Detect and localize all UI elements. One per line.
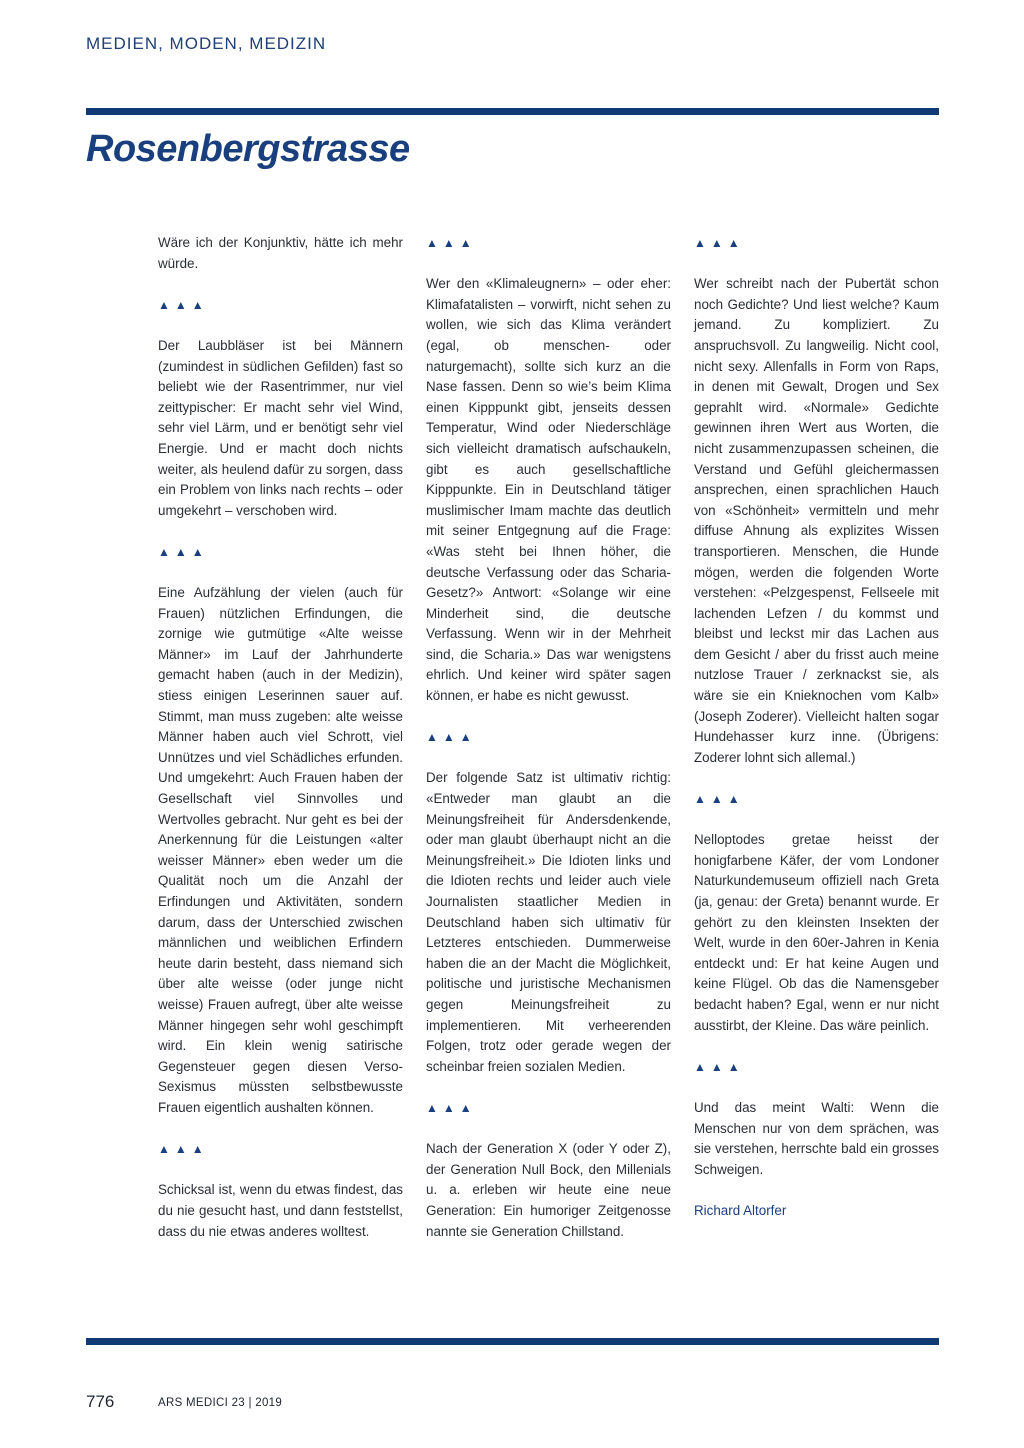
article-title: Rosenbergstrasse [86,128,410,170]
top-rule [86,108,939,115]
paragraph: Wer den «Klimaleugnern» – oder eher: Klimafatalisten – vorwirft, nicht sehen zu wollen, wie sich das Klima verändert (egal, ob menschen- oder naturgemacht), sollte sich kurz an die Nase fassen. Denn so wie’s beim Klima einen Kipppunkt gibt, jenseits dessen Temperatur, Wind oder Niederschläge sich vielleicht dramatisch aufschaukeln, gibt es auch gesellschaftliche Kipppunkte. Ein in Deutschland tätiger muslimischer Imam machte das deutlich mit seiner Entgegnung auf die Frage: «Was steht bei Ihnen höher, die deutsche Verfassung oder das Scharia-Gesetz?» Antwort: «Solange wir eine Minderheit sind, die deutsche Verfassung. Wenn wir in der Mehrheit sind, die Scharia.» Das war wenigstens ehrlich. Und keiner wird später sagen können, er habe es nicht gewusst. [426,276,671,704]
bottom-rule [86,1338,939,1345]
paragraph: Wer schreibt nach der Pubertät schon noch Gedichte? Und liest welche? Kaum jemand. Zu kompliziert. Zu anspruchsvoll. Zu langweilig. Nicht cool, nicht sexy. Allenfalls in Form von Raps, in denen mit Gewalt, Drogen und Sex geprahlt wird. «Normale» Gedichte gewinnen ihren Wert aus Worten, die nicht zusammenzupassen scheinen, die Verstand und Gefühl gleichermassen ansprechen, einen sprachlichen Hauch von «Schönheit» vermitteln und mehr diffuse Ahnung als explizites Wissen transportieren. Menschen, die Hunde mögen, werden die folgenden Worte verstehen: «Pelzgespenst, Fellseele mit lachenden Lefzen / du kommst und bleibst und leckst mir das Lachen aus dem Gesicht / aber du frisst auch meine nutzlose Trauer / zerknackst sie, als wäre sie ein Knieknochen vom Kalb» (Joseph Zoderer). Vielleicht halten sogar Hundehasser kurz inne. (Übrigens: Zoderer lohnt sich allemal.) [694,276,939,765]
section-divider: ▲▲▲ [158,544,209,559]
column-1 [158,233,403,1242]
paragraph: Wäre ich der Konjunktiv, hätte ich mehr würde. [158,235,403,271]
paragraph: Nach der Generation X (oder Y oder Z), der Generation Null Bock, den Millenials u. a. erleben wir heute eine neue Generation: Ein humoriger Zeitgenosse nannte sie Generation Chillstand. [426,1141,671,1239]
paragraph: Schicksal ist, wenn du etwas findest, das du nie gesucht hast, und dann feststellst, dass du nie etwas anderes wolltest. [158,1182,403,1239]
section-divider: ▲▲▲ [694,236,745,250]
column-3 [694,233,939,1222]
column-2 [426,233,671,1242]
section-divider: ▲▲▲ [158,297,209,312]
section-divider: ▲▲▲ [426,730,477,745]
section-divider: ▲▲▲ [426,1100,477,1115]
paragraph: Nelloptodes gretae heisst der honigfarbene Käfer, der vom Londoner Naturkundemuseum offiziell nach Greta (ja, genau: der Greta) benannt wurde. Er gehört zu den kleinsten Insekten der Welt, wurde in den 60er-Jahren in Kenia entdeckt und: Er hat keine Augen und keine Flügel. Ob das die Namensgeber bedacht haben? Egal, wenn er nur nicht ausstirbt, der Kleine. Das wäre peinlich. [694,832,939,1033]
paragraph: Der Laubbläser ist bei Männern (zumindest in südlichen Gefilden) fast so beliebt wie der Rasentrimmer, nur viel zeittypischer: Er macht sehr viel Wind, sehr viel Lärm, und er benötigt sehr viel Energie. Und er macht doch nichts weiter, als heulend dafür zu sorgen, dass ein Problem von links nach rechts – oder umgekehrt – verschoben wird. [158,337,403,518]
section-divider: ▲▲▲ [694,792,745,807]
section-divider: ▲▲▲ [694,1059,745,1074]
author-name: Richard Altorfer [694,1202,787,1218]
paragraph: Eine Aufzählung der vielen (auch für Frauen) nützlichen Erfindungen, die zornige wie gutmütige «Alte weisse Männer» im Lauf der Jahrhunderte gemacht haben (auch in der Medizin), stiess einigen Leserinnen sauer auf. Stimmt, man muss zugeben: alte weisse Männer haben auch viel Schrott, viel Unnützes und viel Schädliches erfunden. Und umgekehrt: Auch Frauen haben der Gesellschaft viel Sinnvolles und Wertvolles gebracht. Nur geht es bei der Anerkennung für die Leistungen «alter weisser Männer» eben weder um die Qualität noch um die Anzahl der Erfindungen und Aktivitäten, sondern darum, dass der Unterschied zwischen männlichen und weiblichen Erfindern heute darin besteht, dass niemand sich über alte weisse (oder junge nicht weisse) Frauen aufregt, über alte weisse Männer hingegen sehr wohl geschimpft wird. Ein klein wenig satirische Gegensteuer gegen diesen Verso-Sexismus müssten selbstbewusste Frauen eigentlich aushalten können. [158,585,403,1115]
paragraph: Der folgende Satz ist ultimativ richtig: «Entweder man glaubt an die Meinungsfreiheit für Andersdenkende, oder man glaubt überhaupt nicht an die Meinungsfreiheit.» Die Idioten links und die Idioten rechts und leider auch viele Journalisten staatlicher Medien in Deutschland haben sich ultimativ für Letzteres entschieden. Dummerweise haben die an der Macht die Möglichkeit, politische und juristische Mechanismen gegen Meinungsfreiheit zu implementieren. Mit verheerenden Folgen, trotz oder gerade wegen der scheinbar freien sozialen Medien. [426,770,671,1074]
section-label: MEDIEN, MODEN, MEDIZIN [86,34,327,53]
journal-issue: ARS MEDICI 23 | 2019 [158,1397,283,1409]
section-divider: ▲▲▲ [158,1142,209,1157]
paragraph: Und das meint Walti: Wenn die Menschen nur von dem sprächen, was sie verstehen, herrschte bald ein grosses Schweigen. [694,1099,939,1177]
page-number: 776 [86,1392,115,1411]
section-divider: ▲▲▲ [426,236,477,250]
